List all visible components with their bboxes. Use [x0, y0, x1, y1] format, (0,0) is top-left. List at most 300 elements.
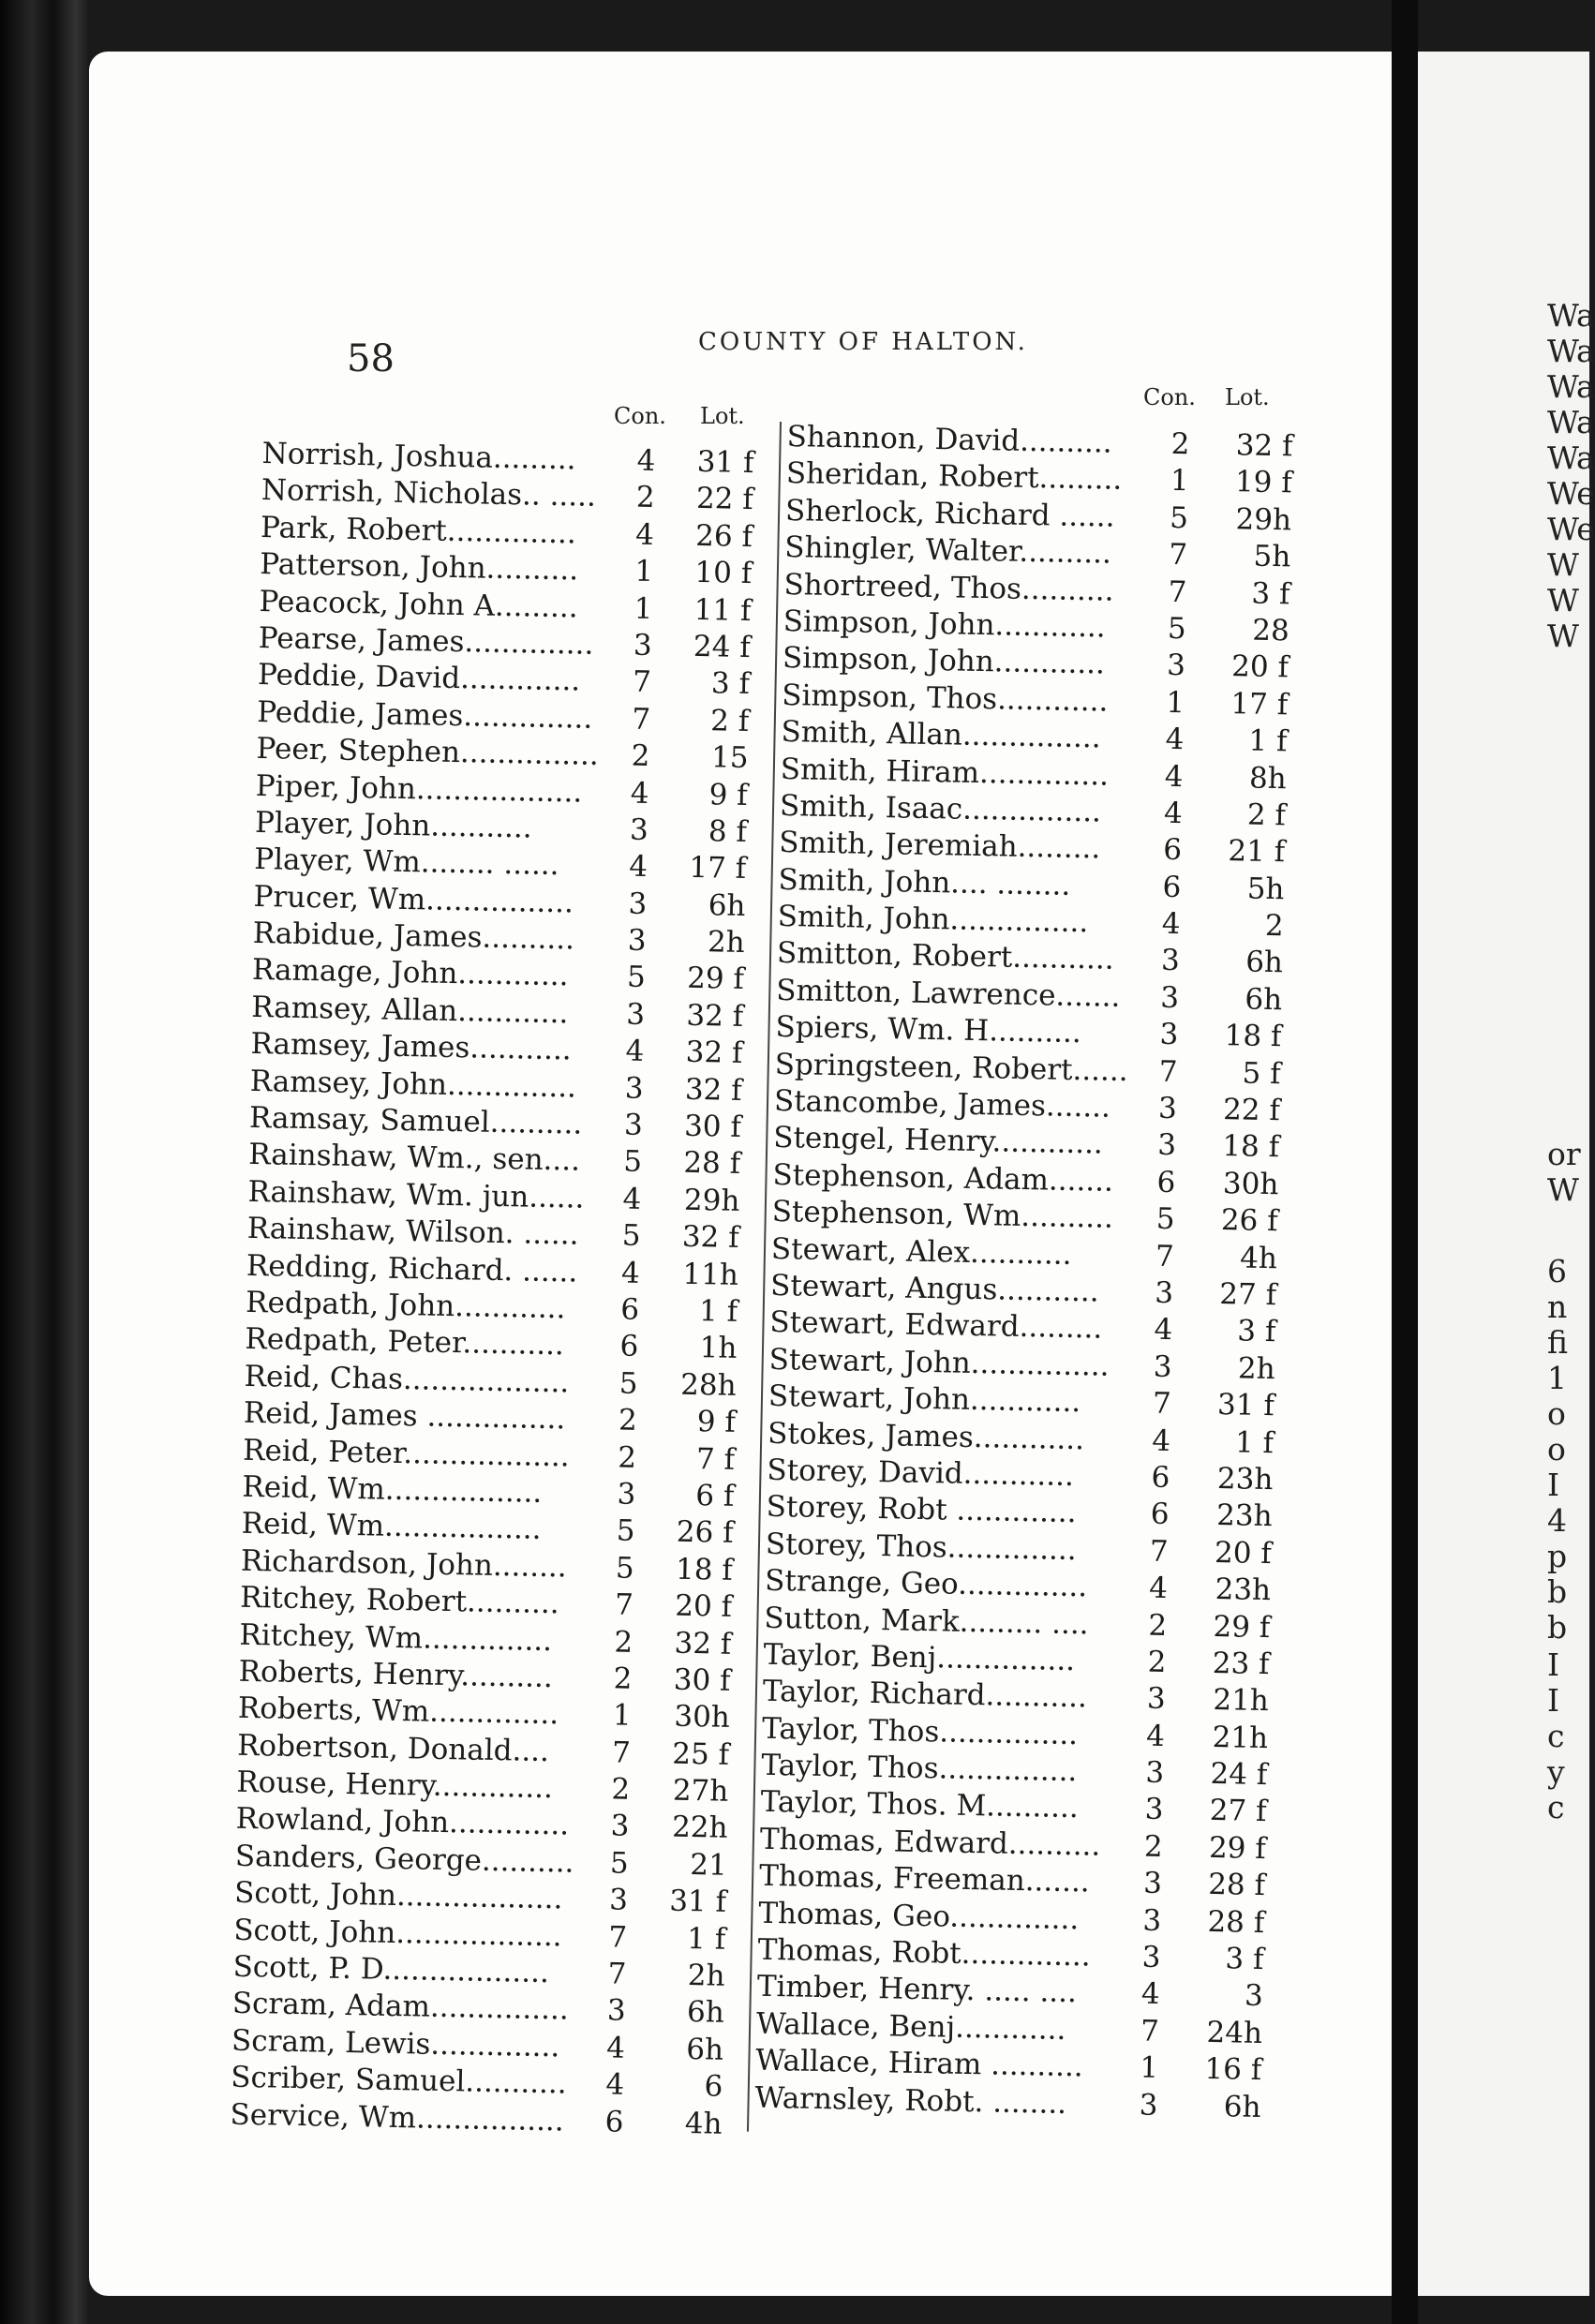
running-head: COUNTY OF HALTON. [698, 328, 1028, 356]
facing-page-fragment: p [1547, 1538, 1568, 1574]
entry-name: Wallace, Benj............ [755, 2006, 1066, 2047]
entry-lot: 29 f [1208, 1830, 1267, 1866]
entry-lot: 28 f [683, 1146, 741, 1182]
entry-lot: 1h [699, 1331, 738, 1366]
page-gutter [1392, 0, 1418, 2324]
entry-lot: 29h [683, 1183, 740, 1218]
entry-name: Scott, John.................. [233, 1875, 563, 1916]
entry-concession: 2 [635, 481, 656, 515]
entry-concession: 4 [620, 1256, 641, 1290]
facing-page-fragment: o [1547, 1395, 1566, 1432]
entry-name: Sherlock, Richard ...... [784, 493, 1115, 534]
entry-concession: 7 [1155, 1239, 1175, 1274]
entry-lot: 24h [1206, 2015, 1263, 2050]
entry-lot: 32 f [681, 1219, 740, 1256]
entry-lot: 27 f [1209, 1794, 1267, 1829]
entry-name: Shortreed, Thos.......... [783, 567, 1114, 608]
entry-name: Ramsay, Samuel.......... [248, 1100, 583, 1141]
entry-name: Taylor, Thos. M.......... [760, 1785, 1080, 1825]
facing-page-fragment: W [1547, 1171, 1579, 1208]
entry-lot: 29 f [1213, 1609, 1271, 1645]
entry-name: Sheridan, Robert......... [785, 456, 1123, 498]
facing-page-fragment: y [1547, 1753, 1565, 1790]
entry-concession: 2 [618, 1403, 638, 1438]
entry-lot: 31 f [1216, 1388, 1275, 1423]
entry-lot: 9 f [696, 1405, 737, 1440]
left-lot-header: Lot. [700, 403, 745, 429]
entry-lot: 3 f [1236, 1314, 1276, 1349]
entry-name: Stengel, Henry............ [772, 1121, 1104, 1162]
entry-lot: 22 f [695, 482, 754, 517]
entry-name: Timber, Henry. ..... .... [756, 1970, 1078, 2010]
entry-concession: 4 [605, 2067, 625, 2102]
entry-name: Stewart, Alex........... [770, 1231, 1072, 1272]
entry-name: Spiers, Wm. H.......... [775, 1010, 1082, 1050]
entry-lot: 6 [704, 2069, 723, 2104]
facing-page-fragment: We [1547, 475, 1595, 512]
entry-lot: 5h [1253, 539, 1291, 574]
entry-name: Thomas, Geo.............. [758, 1896, 1080, 1936]
entry-lot: 28 f [1207, 1904, 1265, 1940]
entry-concession: 4 [1164, 759, 1184, 794]
entry-name: Rabidue, James.......... [252, 916, 575, 957]
entry-concession: 4 [634, 517, 655, 552]
entry-name: Service, Wm................ [230, 2097, 565, 2138]
entry-concession: 6 [619, 1292, 640, 1327]
entry-name: Smitton, Robert........... [776, 936, 1114, 977]
entry-lot: 26 f [676, 1515, 734, 1551]
entry-lot: 17 f [689, 851, 747, 886]
left-con-header: Con. [614, 403, 666, 429]
entry-lot: 26 f [1220, 1203, 1279, 1239]
entry-name: Richardson, John........ [240, 1543, 568, 1585]
entry-lot: 4h [684, 2106, 723, 2141]
facing-page-fragment: n [1547, 1289, 1568, 1325]
entry-lot: 18 f [1222, 1129, 1280, 1165]
entry-name: Pearse, James.............. [258, 620, 594, 662]
entry-concession: 7 [1140, 2014, 1160, 2048]
facing-page [1418, 52, 1595, 2296]
entry-name: Ritchey, Wm.............. [239, 1617, 553, 1658]
entry-concession: 3 [624, 1071, 644, 1106]
entry-concession: 3 [1157, 1091, 1178, 1126]
entry-lot: 2 f [1246, 797, 1287, 833]
entry-name: Reid, Wm................. [241, 1507, 542, 1547]
entry-concession: 4 [1154, 1313, 1173, 1348]
entry-lot: 23h [1216, 1461, 1274, 1497]
entry-name: Peacock, John A......... [259, 584, 579, 625]
entry-lot: 22h [671, 1810, 728, 1846]
facing-page-fragment: c [1547, 1789, 1565, 1825]
entry-lot: 18 f [1224, 1019, 1282, 1054]
entry-concession: 4 [1148, 1571, 1169, 1606]
entry-name: Taylor, Thos............... [761, 1748, 1078, 1789]
entry-concession: 3 [1159, 1018, 1179, 1052]
entry-name: Rainshaw, Wm. jun...... [247, 1174, 585, 1215]
entry-concession: 6 [1162, 870, 1182, 904]
entry-lot: 6h [1245, 982, 1283, 1018]
entry-name: Roberts, Wm.............. [237, 1691, 559, 1732]
entry-name: Smitton, Lawrence....... [775, 973, 1121, 1014]
entry-concession: 3 [1159, 980, 1180, 1015]
entry-name: Stewart, Edward......... [769, 1305, 1103, 1347]
entry-concession: 3 [610, 1809, 630, 1844]
entry-concession: 7 [1149, 1534, 1170, 1569]
entry-name: Stephenson, Adam....... [772, 1157, 1114, 1199]
entry-lot: 5h [1246, 872, 1285, 906]
entry-concession: 7 [1152, 1386, 1172, 1422]
entry-lot: 21h [1212, 1720, 1269, 1755]
entry-lot: 3 [1244, 1979, 1264, 2014]
entry-lot: 7 f [695, 1441, 736, 1477]
entry-concession: 7 [607, 1957, 627, 1991]
entry-name: Shingler, Walter.......... [784, 530, 1112, 571]
facing-page-fragment: W [1547, 582, 1579, 618]
entry-concession: 7 [611, 1736, 632, 1770]
facing-page-fragment: Wa [1547, 333, 1595, 369]
entry-name: Peer, Stephen............... [256, 732, 600, 773]
entry-lot: 29h [1235, 501, 1292, 538]
entry-lot: 3 f [710, 666, 751, 702]
entry-name: Smith, Jeremiah......... [778, 826, 1101, 866]
entry-lot: 23h [1215, 1498, 1273, 1534]
entry-lot: 18 f [675, 1552, 734, 1587]
entry-lot: 30h [1222, 1166, 1279, 1202]
entry-concession: 3 [1145, 1755, 1165, 1791]
book-page [89, 52, 1392, 2296]
entry-name: Strange, Geo.............. [764, 1563, 1088, 1604]
entry-concession: 1 [634, 554, 654, 589]
entry-lot: 2h [687, 1959, 725, 1993]
entry-lot: 17 f [1230, 686, 1289, 723]
entry-lot: 16 f [1204, 2052, 1262, 2088]
entry-concession: 7 [608, 1920, 628, 1955]
entry-lot: 15 [710, 740, 749, 776]
right-lot-header: Lot. [1225, 384, 1270, 410]
facing-page-fragment: 1 [1547, 1360, 1567, 1396]
entry-concession: 5 [616, 1513, 635, 1549]
entry-name: Ramsey, James........... [250, 1027, 573, 1067]
entry-concession: 6 [1163, 833, 1183, 868]
entry-lot: 21h [1213, 1683, 1270, 1719]
entry-lot: 6h [685, 2032, 724, 2067]
entry-name: Smith, Allan............... [781, 715, 1102, 755]
entry-lot: 6h [686, 1995, 725, 2031]
entry-concession: 5 [619, 1366, 638, 1401]
entry-name: Reid, Peter.................. [242, 1433, 571, 1474]
entry-concession: 3 [633, 628, 652, 663]
entry-name: Norrish, Joshua......... [261, 436, 576, 477]
entry-name: Robertson, Donald.... [236, 1728, 550, 1768]
entry-name: Peddie, David............. [257, 658, 581, 698]
entry-lot: 19 f [1234, 465, 1293, 500]
entry-concession: 6 [604, 2104, 624, 2139]
facing-page-fragment: I [1547, 1682, 1560, 1719]
entry-name: Norrish, Nicholas.. ..... [261, 473, 597, 514]
facing-page-fragment: b [1547, 1609, 1568, 1646]
entry-concession: 3 [1154, 1275, 1174, 1311]
entry-name: Springsteen, Robert...... [774, 1047, 1129, 1088]
entry-name: Piper, John.................. [255, 768, 583, 810]
entry-lot: 11h [682, 1257, 739, 1292]
entry-lot: 26 f [694, 518, 753, 554]
entry-concession: 5 [1167, 611, 1186, 647]
entry-lot: 6h [1223, 2089, 1261, 2124]
entry-lot: 20 f [1230, 649, 1289, 685]
entry-name: Shannon, David.......... [786, 419, 1113, 460]
entry-concession: 3 [606, 1993, 627, 2029]
entry-lot: 21 [690, 1847, 728, 1883]
entry-concession: 3 [608, 1883, 629, 1918]
entry-name: Reid, Wm................. [242, 1469, 543, 1510]
entry-concession: 6 [619, 1329, 639, 1364]
entry-name: Storey, David............ [767, 1452, 1075, 1494]
facing-page-fragment: W [1547, 618, 1579, 654]
entry-lot: 29 f [686, 961, 745, 997]
entry-name: Reid, Chas.................. [244, 1359, 570, 1400]
entry-lot: 1 f [1234, 1424, 1275, 1460]
entry-lot: 3 f [1251, 576, 1290, 611]
entry-concession: 3 [1139, 2088, 1158, 2123]
entry-concession: 5 [622, 1144, 643, 1180]
entry-concession: 2 [614, 1624, 634, 1660]
entry-concession: 4 [1165, 722, 1185, 757]
entry-name: Simpson, Thos............ [781, 678, 1109, 719]
entry-concession: 4 [1140, 1976, 1161, 2012]
entry-lot: 32 f [686, 998, 744, 1034]
entry-concession: 7 [1169, 538, 1188, 573]
entry-concession: 6 [1150, 1497, 1170, 1532]
entry-lot: 27 f [1219, 1277, 1277, 1313]
entry-lot: 23h [1215, 1572, 1272, 1608]
entry-lot: 28h [679, 1367, 737, 1403]
entry-concession: 1 [634, 591, 653, 626]
entry-lot: 31 f [668, 1884, 727, 1920]
entry-concession: 6 [1156, 1165, 1176, 1199]
entry-name: Ritchey, Robert.......... [239, 1580, 559, 1621]
facing-page-fragment: I [1547, 1646, 1560, 1683]
entry-name: Warnsley, Robt. ........ [754, 2080, 1067, 2121]
entry-name: Simpson, John............ [783, 603, 1107, 645]
entry-concession: 4 [636, 443, 656, 479]
entry-name: Stewart, John............ [768, 1378, 1081, 1420]
entry-lot: 27h [672, 1773, 729, 1809]
entry-name: Rowland, John............. [235, 1802, 570, 1843]
facing-page-fragment: W [1547, 546, 1579, 583]
entry-concession: 6 [1151, 1460, 1170, 1495]
entry-lot: 24 f [693, 629, 752, 664]
entry-concession: 5 [615, 1551, 635, 1586]
entry-name: Stancombe, James....... [773, 1083, 1111, 1125]
entry-concession: 2 [611, 1772, 631, 1807]
entry-concession: 2 [613, 1661, 633, 1696]
entry-lot: 21 f [1228, 834, 1286, 870]
entry-concession: 3 [628, 886, 648, 921]
entry-concession: 1 [1140, 2050, 1159, 2086]
entry-lot: 1 f [698, 1294, 738, 1329]
entry-name: Patterson, John.......... [260, 547, 579, 588]
entry-lot: 31 f [696, 444, 754, 481]
facing-page-fragment: Wa [1547, 404, 1595, 440]
entry-name: Redding, Richard. ...... [246, 1248, 578, 1289]
entry-lot: 32 f [685, 1035, 743, 1071]
book-spine [0, 0, 89, 2324]
entry-concession: 7 [1158, 1054, 1178, 1089]
entry-lot: 9 f [708, 777, 749, 812]
entry-name: Player, John........... [254, 805, 533, 845]
entry-concession: 2 [631, 738, 650, 774]
entry-name: Scram, Lewis.............. [231, 2023, 560, 2064]
entry-concession: 3 [1160, 944, 1181, 978]
facing-page-fragment: o [1547, 1431, 1566, 1467]
facing-page-fragment: or [1547, 1136, 1581, 1172]
entry-name: Ramsey, Allan............ [250, 990, 569, 1031]
entry-lot: 24 f [1210, 1757, 1268, 1793]
entry-concession: 5 [626, 961, 647, 995]
entry-concession: 3 [625, 997, 646, 1032]
entry-name: Taylor, Richard........... [762, 1675, 1088, 1715]
entry-lot: 20 f [674, 1588, 733, 1624]
entry-concession: 5 [609, 1846, 630, 1881]
entry-lot: 20 f [1214, 1535, 1273, 1571]
facing-page-fragment: Wa [1547, 297, 1595, 334]
entry-lot: 8h [1248, 761, 1288, 796]
facing-page-fragment: I [1547, 1467, 1560, 1503]
entry-concession: 4 [1151, 1423, 1171, 1458]
entry-concession: 3 [1166, 648, 1186, 683]
entry-concession: 7 [632, 664, 652, 700]
entry-name: Taylor, Thos............... [761, 1711, 1079, 1751]
entry-name: Roberts, Henry.......... [238, 1654, 554, 1695]
entry-lot: 8 f [708, 814, 748, 849]
entry-name: Simpson, John............ [782, 641, 1106, 681]
entry-lot: 6 f [694, 1479, 735, 1513]
entry-concession: 3 [1142, 1866, 1163, 1901]
entry-lot: 28 [1251, 613, 1290, 648]
entry-concession: 3 [627, 923, 647, 959]
entry-concession: 3 [1146, 1681, 1167, 1717]
entry-name: Smith, Hiram.............. [780, 752, 1110, 793]
entry-concession: 4 [625, 1034, 645, 1069]
entry-lot: 22 f [1222, 1093, 1281, 1128]
entry-lot: 2 [1264, 908, 1285, 944]
entry-lot: 6h [1245, 945, 1284, 980]
entry-name: Ramage, John............ [251, 953, 569, 993]
entry-name: Smith, Isaac............... [779, 788, 1102, 829]
entry-name: Player, Wm........ ...... [253, 842, 559, 883]
entry-concession: 1 [1170, 464, 1190, 499]
entry-name: Scott, John.................. [233, 1913, 562, 1954]
entry-name: Thomas, Robt.............. [757, 1932, 1091, 1974]
entry-concession: 1 [1166, 685, 1185, 720]
facing-page-fragment: Wa [1547, 439, 1595, 476]
entry-name: Storey, Robt ............. [766, 1490, 1077, 1530]
entry-concession: 4 [629, 849, 648, 885]
facing-page-fragment: c [1547, 1718, 1565, 1754]
entry-lot: 6h [708, 887, 746, 923]
entry-name: Smith, John.... ........ [778, 862, 1071, 902]
entry-name: Scram, Adam............... [231, 1987, 570, 2027]
entry-lot: 11 f [693, 592, 752, 628]
entry-name: Sanders, George.......... [234, 1839, 574, 1880]
entry-concession: 2 [1170, 426, 1190, 462]
entry-concession: 5 [1169, 500, 1189, 536]
entry-name: Stewart, Angus........... [769, 1268, 1100, 1309]
entry-name: Smith, John............... [777, 899, 1089, 940]
entry-name: Stokes, James............ [767, 1416, 1085, 1456]
entry-concession: 7 [632, 702, 651, 737]
entry-concession: 3 [1142, 1903, 1162, 1938]
entry-concession: 5 [621, 1218, 641, 1254]
entry-lot: 2 f [709, 703, 750, 738]
entry-lot: 10 f [694, 556, 753, 591]
entry-lot: 23 f [1212, 1646, 1270, 1682]
entry-concession: 7 [1168, 574, 1187, 609]
entry-name: Rouse, Henry............. [236, 1765, 554, 1806]
entry-concession: 5 [1155, 1201, 1175, 1237]
entry-concession: 1 [612, 1698, 633, 1734]
entry-lot: 2h [1237, 1351, 1275, 1386]
facing-page-fragment: 4 [1547, 1502, 1567, 1539]
entry-concession: 3 [1141, 1940, 1161, 1974]
entry-name: Park, Robert.............. [260, 510, 577, 551]
left-column [230, 436, 787, 2143]
right-column [754, 419, 1340, 2127]
facing-page-fragment: 6 [1547, 1253, 1567, 1289]
entry-lot: 5 f [1242, 1056, 1282, 1091]
facing-page-fragment: Wa [1547, 368, 1595, 405]
entry-concession: 3 [623, 1108, 644, 1142]
entry-concession: 3 [629, 812, 649, 847]
entry-name: Storey, Thos.............. [765, 1527, 1078, 1567]
entry-lot: 32 f [674, 1626, 732, 1661]
entry-name: Thomas, Edward.......... [759, 1822, 1101, 1863]
entry-concession: 4 [1145, 1719, 1166, 1753]
entry-name: Scriber, Samuel........... [231, 2060, 568, 2101]
entry-concession: 2 [617, 1440, 637, 1475]
entry-concession: 3 [1156, 1128, 1177, 1163]
entry-name: Rainshaw, Wilson. ...... [246, 1212, 579, 1252]
entry-concession: 4 [1161, 906, 1181, 942]
entry-name: Taylor, Benj............... [763, 1637, 1076, 1678]
entry-lot: 25 f [671, 1736, 730, 1772]
entry-name: Redpath, Peter........... [245, 1322, 565, 1363]
entry-concession: 7 [614, 1587, 634, 1622]
entry-name: Prucer, Wm................ [253, 879, 574, 920]
entry-concession: 3 [617, 1477, 636, 1512]
entry-concession: 2 [1148, 1608, 1168, 1643]
entry-name: Thomas, Freeman....... [758, 1858, 1091, 1899]
entry-lot: 1 f [1248, 723, 1288, 759]
entry-concession: 4 [1163, 796, 1184, 831]
facing-page-fragment: We [1547, 511, 1595, 547]
entry-lot: 32 f [684, 1072, 743, 1108]
entry-name: Stewart, John............... [768, 1342, 1110, 1383]
entry-concession: 4 [630, 776, 649, 811]
entry-concession: 3 [1153, 1349, 1172, 1384]
entry-name: Sutton, Mark......... .... [764, 1601, 1089, 1641]
entry-name: Stephenson, Wm.......... [771, 1195, 1114, 1236]
entry-lot: 28 f [1207, 1868, 1266, 1903]
page-number: 58 [347, 337, 395, 380]
entry-lot: 3 f [1225, 1942, 1264, 1977]
entry-lot: 4h [1239, 1241, 1278, 1275]
entry-lot: 30h [674, 1699, 731, 1736]
facing-page-fragment: b [1547, 1573, 1568, 1610]
entry-name: Wallace, Hiram .......... [755, 2043, 1084, 2084]
facing-page-fragment: fi [1547, 1324, 1569, 1361]
entry-lot: 30 f [673, 1662, 731, 1698]
